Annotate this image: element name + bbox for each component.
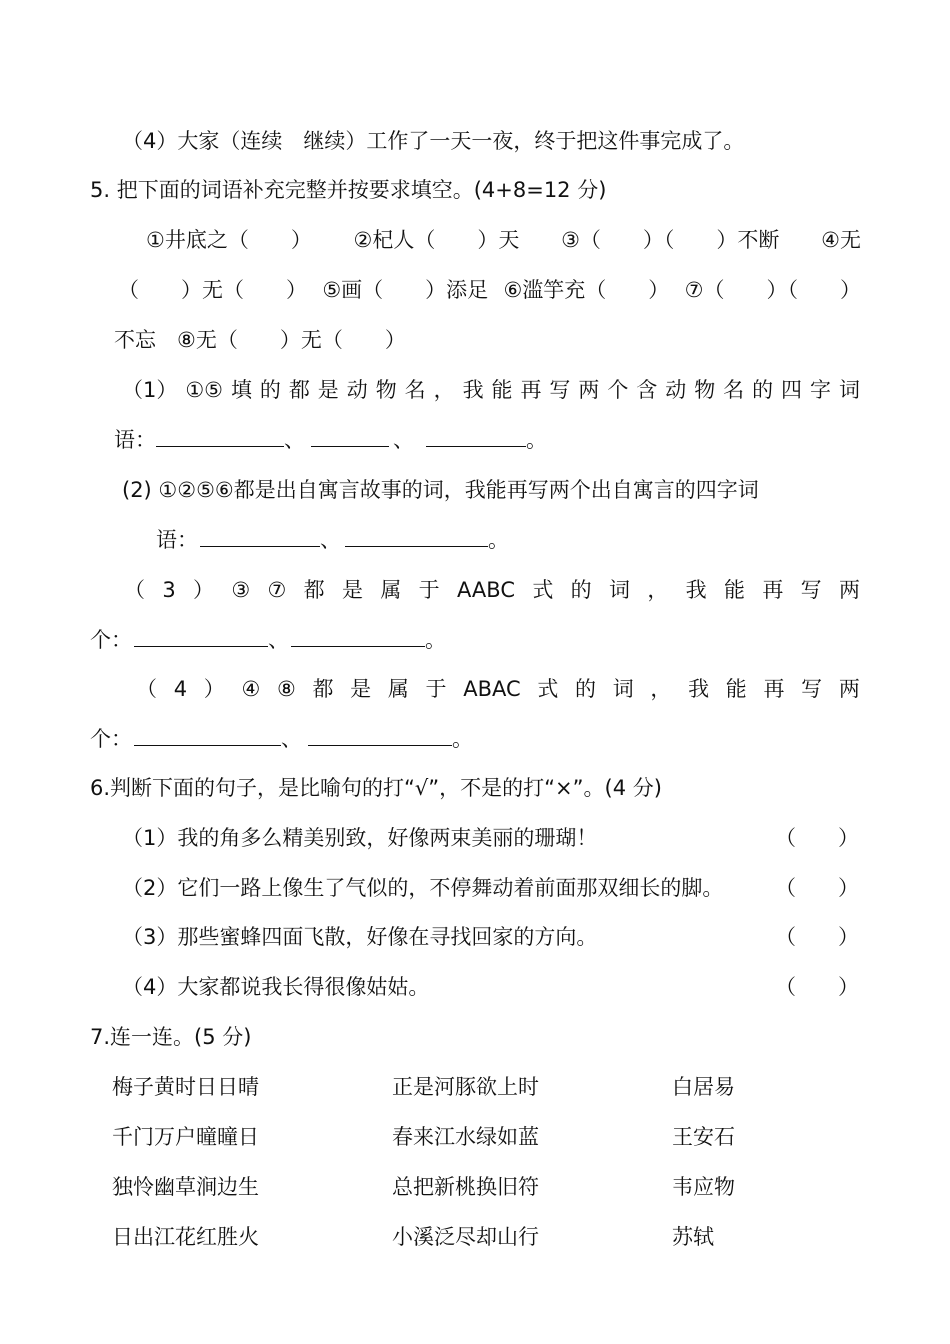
question-char: 词 — [612, 677, 634, 701]
separator: 、 — [268, 628, 289, 652]
question-char: AABC — [456, 578, 516, 602]
period: 。 — [425, 628, 446, 652]
q5-row2 — [118, 275, 861, 305]
q5-sub2-answer — [156, 525, 509, 555]
q5-sub1-answer — [114, 425, 547, 455]
question-char: 能 — [725, 677, 747, 701]
answer-prefix: 个： — [90, 727, 132, 751]
q6-item3: （3）那些蜜蜂四面飞散，好像在寻找回家的方向。 — [122, 925, 598, 949]
question-char: 式 — [537, 677, 559, 701]
question-char: 是 — [342, 578, 363, 602]
question-char: 动 — [346, 378, 368, 402]
q6-item2: （2）它们一路上像生了气似的，不停舞动着前面那双细长的脚。 — [122, 876, 724, 900]
period: 。 — [452, 727, 473, 751]
separator: 、 — [281, 727, 302, 751]
question-char: （ — [124, 578, 145, 602]
question-char: 的 — [752, 378, 774, 402]
question-char: ， — [433, 378, 455, 402]
poet-name[interactable]: 苏轼 — [672, 1225, 714, 1249]
poet-column — [672, 1072, 735, 1252]
question-char: ， — [647, 578, 669, 602]
idiom-5: ⑤画（ ）添足 — [322, 278, 489, 302]
q5-sub3-answer — [90, 625, 446, 655]
question-char: 名 — [723, 378, 745, 402]
poem-line[interactable]: 总把新桃换旧符 — [392, 1175, 539, 1199]
question-char: 物 — [375, 378, 397, 402]
q5-sub2: (2) ①②⑤⑥都是出自寓言故事的词，我能再写两个出自寓言的四字词 — [122, 478, 759, 502]
answer-prefix: 语： — [114, 428, 156, 452]
poem-line[interactable]: 正是河豚欲上时 — [392, 1075, 539, 1099]
question-char: ④ — [241, 677, 261, 701]
idiom-1: ①井底之（ ） — [146, 228, 312, 252]
question-char: ） — [203, 677, 225, 701]
question-char: ⑦ — [267, 578, 287, 602]
separator: 、 — [320, 528, 341, 552]
answer-blank[interactable] — [134, 626, 268, 647]
q7-title: 7.连一连。(5 分) — [90, 1025, 252, 1049]
separator: 、 — [393, 428, 414, 452]
question-char: 物 — [694, 378, 716, 402]
question-char: ） — [193, 578, 215, 602]
question-char: 写 — [801, 677, 823, 701]
question-char: 两 — [838, 578, 860, 602]
question-char: 再 — [762, 578, 784, 602]
question-char: ③ — [231, 578, 251, 602]
answer-blank[interactable] — [291, 626, 425, 647]
q5-row1 — [146, 225, 861, 255]
question-char: 我 — [688, 677, 710, 701]
idiom-7: ⑦（ ）（ ） — [684, 278, 861, 302]
question-char: 4 — [173, 677, 188, 701]
question-char: 字 — [810, 378, 831, 402]
question-char: 的 — [570, 578, 592, 602]
q6-title: 6.判断下面的句子，是比喻句的打“√”，不是的打“×”。(4 分) — [90, 776, 662, 800]
question-char: 式 — [532, 578, 554, 602]
question-char: 再 — [520, 378, 542, 402]
poem-line-column-1 — [112, 1072, 259, 1252]
answer-blank[interactable] — [308, 725, 452, 746]
poem-line[interactable]: 日出江花红胜火 — [112, 1225, 259, 1249]
question-char: 都 — [303, 578, 325, 602]
answer-blank[interactable] — [345, 526, 488, 547]
idiom-6: ⑥滥竽充（ ） — [503, 278, 670, 302]
question-char: 都 — [288, 378, 310, 402]
q6-item1: （1）我的角多么精美别致，好像两束美丽的珊瑚！ — [122, 826, 598, 850]
answer-blank[interactable] — [426, 426, 526, 447]
idiom-4-start: ④无 — [821, 228, 861, 252]
answer-blank[interactable] — [134, 725, 281, 746]
question-char: 是 — [317, 378, 339, 402]
question-char: 两 — [578, 378, 600, 402]
question-char: 含 — [636, 378, 658, 402]
answer-prefix: 个： — [90, 628, 132, 652]
poet-name[interactable]: 王安石 — [672, 1125, 735, 1149]
question-char: 于 — [418, 578, 440, 602]
question-char: 动 — [665, 378, 687, 402]
answer-parenthesis[interactable]: （ ） — [775, 876, 859, 900]
question-char: 再 — [763, 677, 785, 701]
idiom-3: ③（ ）（ ）不断 — [561, 228, 780, 252]
question-char: 的 — [575, 677, 597, 701]
q5-sub1 — [122, 375, 860, 405]
poem-line[interactable]: 梅子黄时日日晴 — [112, 1075, 259, 1099]
question-char: ⑧ — [276, 677, 296, 701]
answer-parenthesis[interactable]: （ ） — [775, 826, 859, 850]
idiom-4-end: （ ）无（ ） — [118, 278, 307, 302]
poem-line[interactable]: 小溪泛尽却山行 — [392, 1225, 539, 1249]
question-char: 四 — [781, 378, 803, 402]
period: 。 — [488, 528, 509, 552]
poem-line[interactable]: 春来江水绿如蓝 — [392, 1125, 539, 1149]
period: 。 — [526, 428, 547, 452]
poet-name[interactable]: 韦应物 — [672, 1175, 735, 1199]
question-char: ①⑤ — [185, 378, 223, 402]
question-char: 的 — [259, 378, 281, 402]
question-char: 能 — [723, 578, 745, 602]
question-char: 于 — [425, 677, 447, 701]
question-char: 两 — [838, 677, 860, 701]
question-char: 名 — [404, 378, 426, 402]
question-char: ， — [650, 677, 672, 701]
answer-blank[interactable] — [311, 426, 389, 447]
question-char: 都 — [312, 677, 334, 701]
question-char: 写 — [800, 578, 822, 602]
q5-sub4 — [136, 674, 860, 704]
answer-blank[interactable] — [200, 526, 320, 547]
q4-item4: （4）大家（连续 继续）工作了一天一夜，终于把这件事完成了。 — [122, 129, 745, 153]
q5-title: 5. 把下面的词语补充完整并按要求填空。(4+8=12 分) — [90, 178, 607, 202]
answer-blank[interactable] — [156, 426, 284, 447]
q5-row3: 不忘 ⑧无（ ）无（ ） — [114, 328, 406, 352]
question-char: ABAC — [463, 677, 521, 701]
question-char: 我 — [685, 578, 707, 602]
question-char: 我 — [462, 378, 484, 402]
poem-line[interactable]: 独怜幽草涧边生 — [112, 1175, 259, 1199]
question-char: （ — [136, 677, 157, 701]
answer-prefix: 语： — [156, 528, 198, 552]
question-char: 词 — [609, 578, 630, 602]
q5-sub3 — [124, 575, 860, 605]
q5-sub4-answer — [90, 724, 473, 754]
poem-line[interactable]: 千门万户曈曈日 — [112, 1125, 259, 1149]
idiom-2: ②杞人（ ）天 — [353, 228, 520, 252]
question-char: 能 — [491, 378, 513, 402]
question-char: 词 — [838, 378, 860, 402]
question-char: 属 — [387, 677, 409, 701]
question-char: 填 — [230, 378, 252, 402]
poet-name[interactable]: 白居易 — [672, 1075, 735, 1099]
question-char: （1） — [122, 378, 178, 402]
answer-parenthesis[interactable]: （ ） — [775, 925, 859, 949]
q6-item4: （4）大家都说我长得很像姑姑。 — [122, 975, 430, 999]
poem-line-column-2 — [392, 1072, 539, 1252]
question-char: 是 — [350, 677, 372, 701]
question-char: 属 — [380, 578, 402, 602]
question-char: 3 — [162, 578, 176, 602]
separator: 、 — [284, 428, 305, 452]
question-char: 个 — [607, 378, 629, 402]
question-char: 写 — [549, 378, 571, 402]
answer-parenthesis[interactable]: （ ） — [775, 975, 859, 999]
